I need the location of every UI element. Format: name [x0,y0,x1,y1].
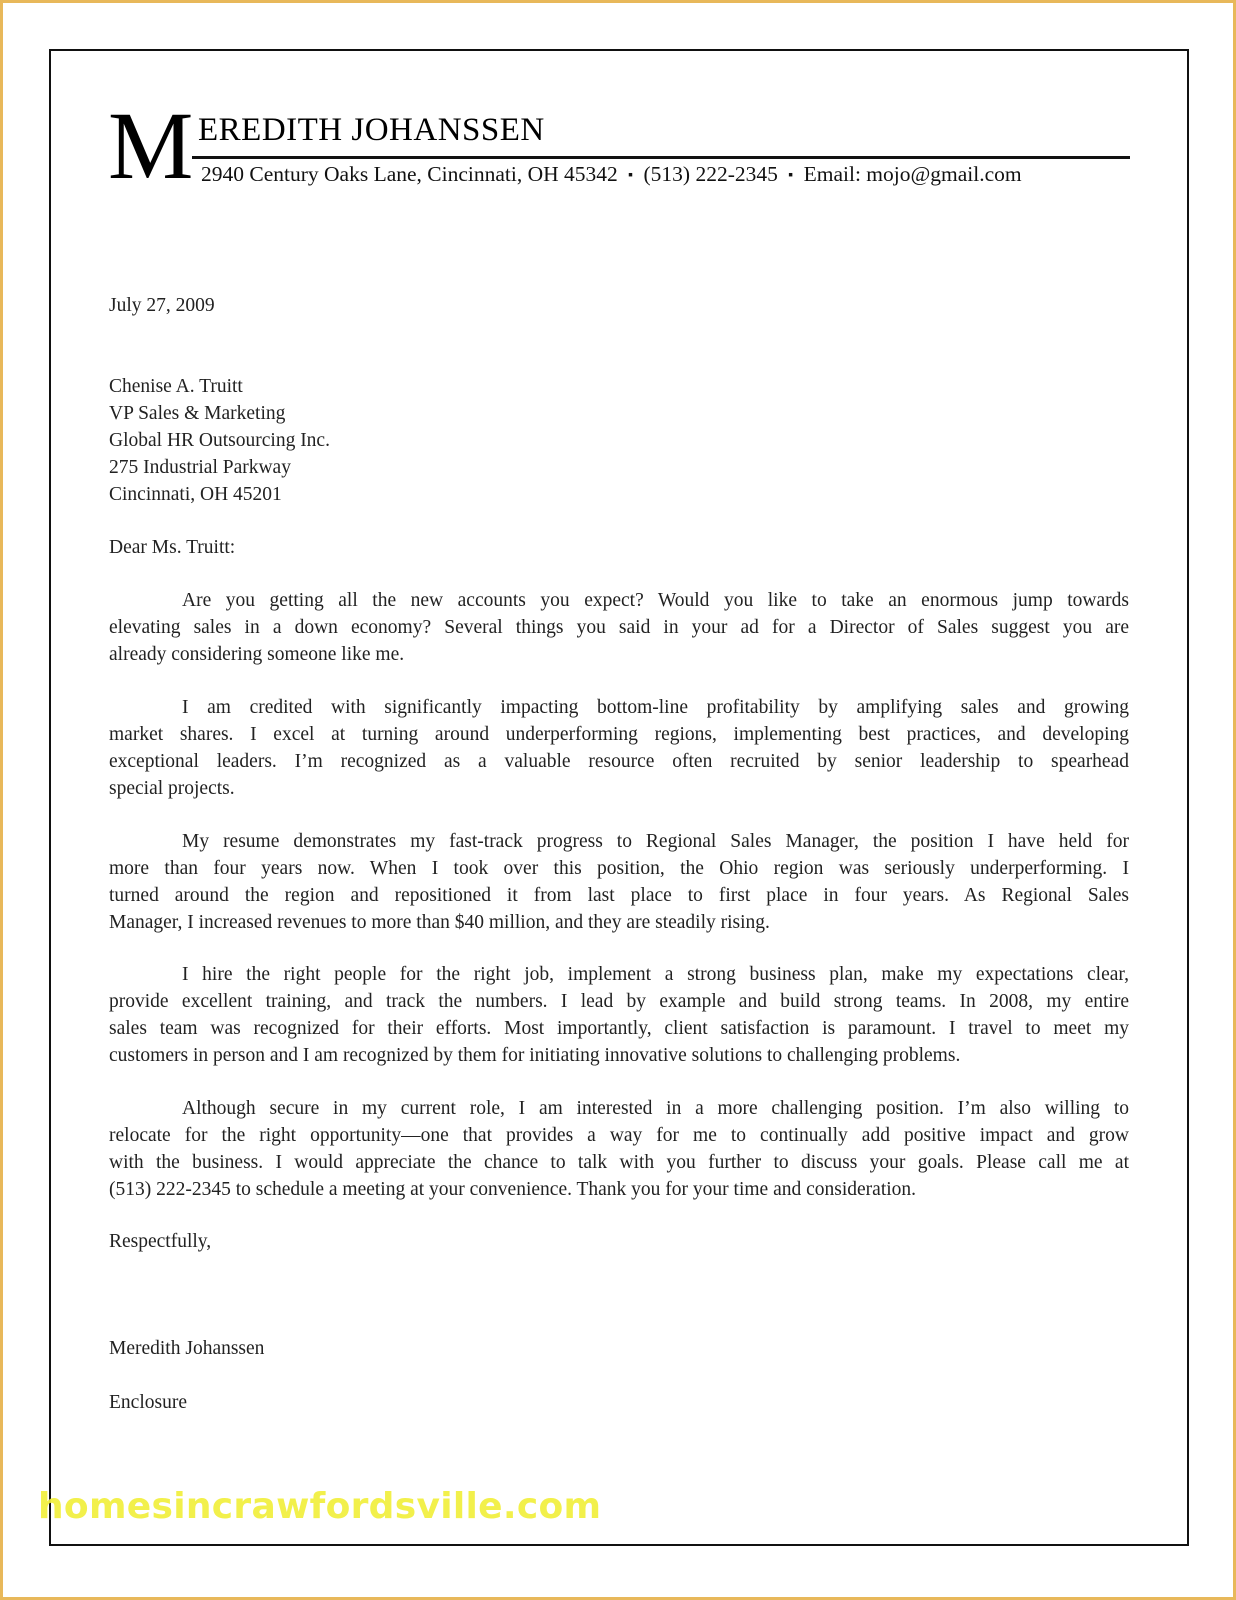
sender-address: 2940 Century Oaks Lane, Cincinnati, OH 45342 [201,162,618,186]
drop-cap-initial: M [108,92,194,199]
letterhead [108,92,1130,199]
recipient-city: Cincinnati, OH 45201 [109,484,282,505]
paragraph-3: My resume demonstrates my fast-track progress to Regional Sales Manager, the position I have held for more than four years now. When I took over this position, the Ohio region was seriously underperforming. I turned around the region and repositioned it from last place to first place in four years. As Regional Sales Manager, I increased revenues to more than $40 million, and they are steadily rising. [109,831,1129,933]
paragraph-2: I am credited with significantly impacting bottom-line profitability by amplifying sales and growing market shares. I excel at turning around underperforming regions, implementing best practices, and developing exceptional leaders. I’m recognized as a valuable resource often recruited by senior leadership to spearhead special projects. [109,697,1129,799]
paragraph-4: I hire the right people for the right job, implement a strong business plan, make my expectations clear, provide excellent training, and track the numbers. I lead by example and build strong teams. In 2008, my entire sales team was recognized for their efforts. Most importantly, client satisfaction is paramount. I travel to meet my customers in person and I am recognized by them for initiating innovative solutions to challenging problems. [109,964,1129,1066]
paragraph-5: Although secure in my current role, I am interested in a more challenging position. I’m also willing to relocate for the right opportunity—one that provides a way for me to continually add positive impact and grow with the business. I would appreciate the chance to talk with you further to discuss your goals. Please call me at (513) 222-2345 to schedule a meeting at your convenience. Thank you for your time and consideration. [109,1098,1129,1200]
watermark-text: homesincrawfordsville.com [38,1486,602,1527]
enclosure-note: Enclosure [109,1392,187,1413]
sender-phone: (513) 222-2345 [643,162,778,186]
recipient-block [109,373,1129,508]
letterhead-rule [192,156,1130,159]
signature-name: Meredith Johanssen [109,1338,265,1359]
paragraph-1: Are you getting all the new accounts you expect? Would you like to take an enormous jump towards elevating sales in a down economy? Several things you said in your ad for a Director of Sales suggest you are already considering someone like me. [109,590,1129,665]
recipient-name: Chenise A. Truitt [109,376,243,397]
sender-name: EREDITH JOHANSSEN [198,112,545,148]
recipient-company: Global HR Outsourcing Inc. [109,430,330,451]
sender-email: Email: mojo@gmail.com [803,162,1022,186]
recipient-street: 275 Industrial Parkway [109,457,291,478]
salutation: Dear Ms. Truitt: [109,537,236,558]
bullet-separator-icon: ▪ [788,168,794,183]
closing: Respectfully, [109,1231,212,1252]
contact-line [201,162,1022,188]
bullet-separator-icon: ▪ [628,168,634,183]
recipient-title: VP Sales & Marketing [109,403,286,424]
letter-date: July 27, 2009 [109,295,215,316]
